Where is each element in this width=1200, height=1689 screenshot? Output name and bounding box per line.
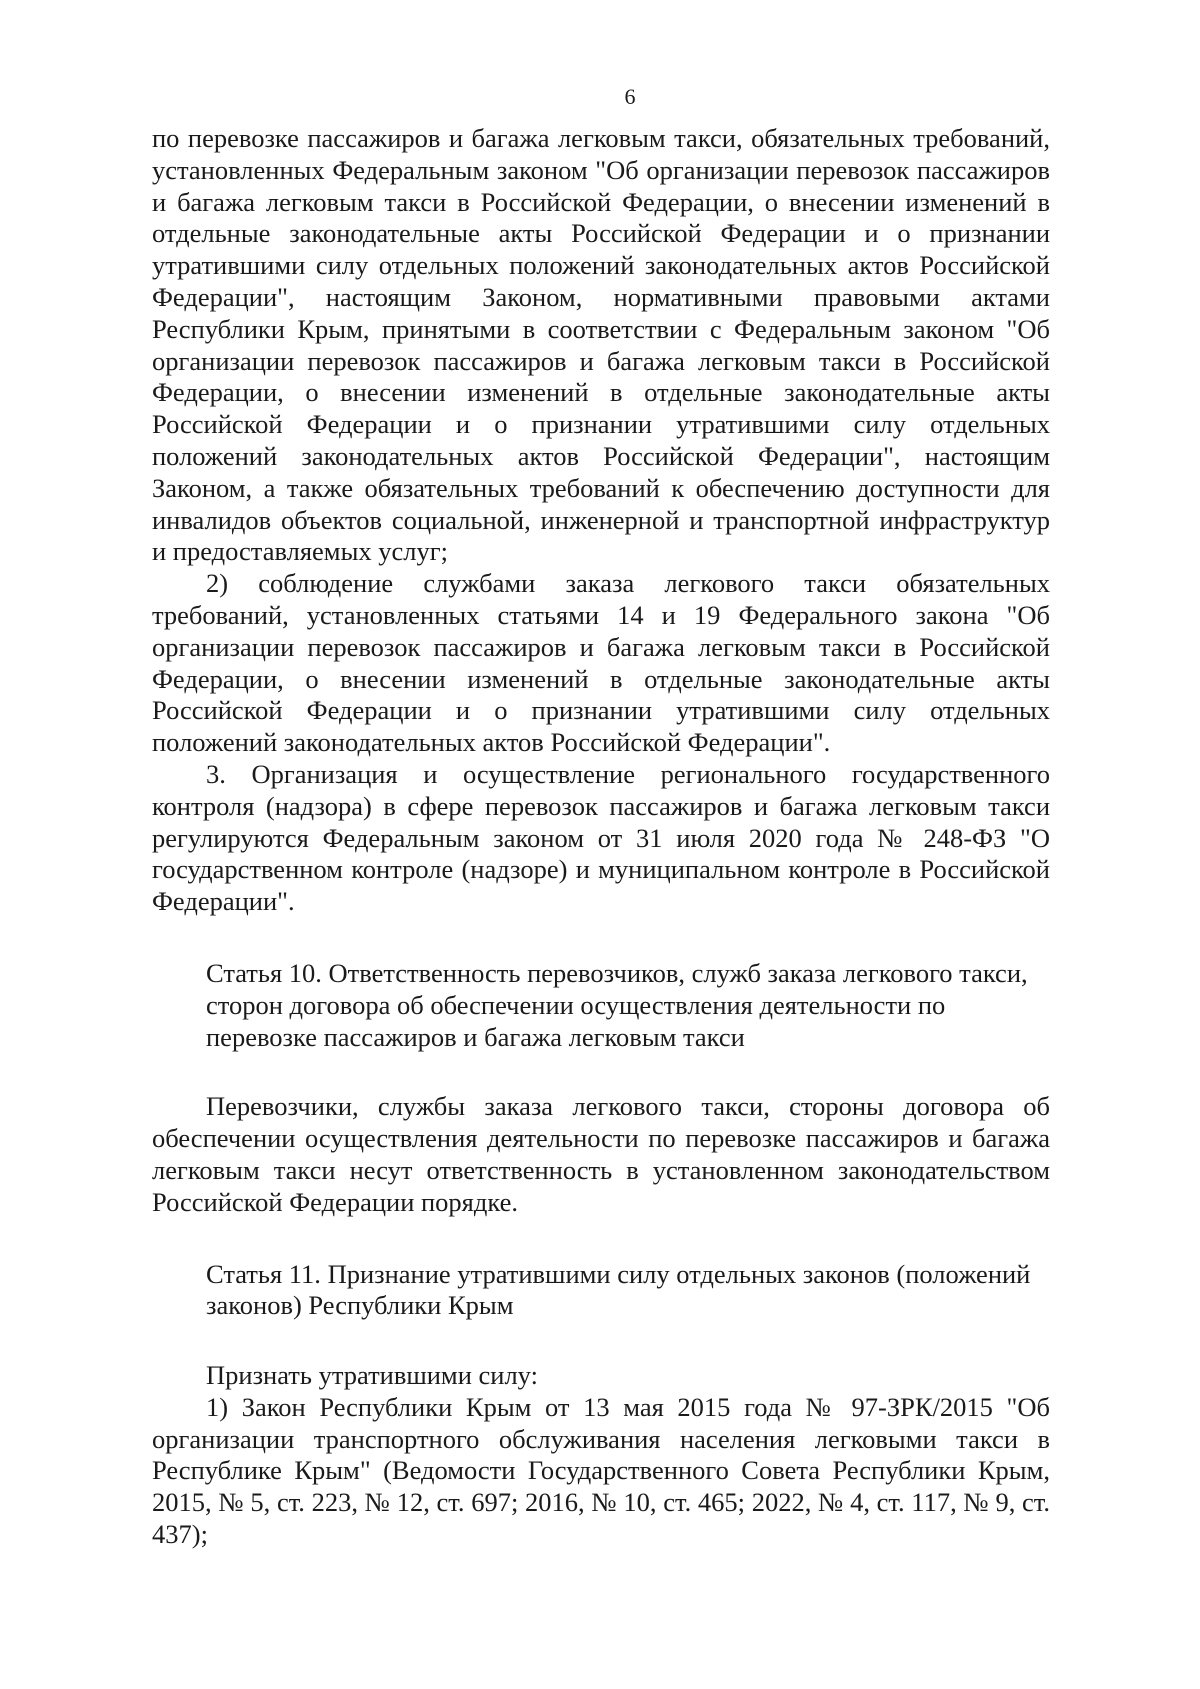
- paragraph-article-11-item-1: 1) Закон Республики Крым от 13 мая 2015 года № 97-ЗРК/2015 "Об организации транспортного обслуживания населения легковыми такси в Республике Крым" (Ведомости Государственного Совета Республики Крым, 2015, № 5, ст. 223, № 12, ст. 697; 2016, № 10, ст. 465; 2022, № 4, ст. 117, № 9, ст. 437);: [152, 1391, 1050, 1550]
- paragraph-point-3: 3. Организация и осуществление регионального государственного контроля (надзора) в сфере перевозок пассажиров и багажа легковым такси регулируются Федеральным законом от 31 июля 2020 года № 248-ФЗ "О государственном контроле (надзоре) и муниципальном контроле в Российской Федерации".: [152, 758, 1050, 917]
- paragraph-article-10-text: Перевозчики, службы заказа легкового такси, стороны договора об обеспечении осуществления деятельности по перевозке пассажиров и багажа легковым такси несут ответственность в установленном законодательством Российской Федерации порядке.: [152, 1091, 1050, 1217]
- article-10-label: Статья 10.: [206, 957, 322, 988]
- paragraph-article-11-intro: Признать утратившими силу:: [206, 1360, 538, 1391]
- article-11-label: Статья 11.: [206, 1258, 321, 1289]
- article-11-title: Признание утратившими силу отдельных законов (положений законов) Республики Крым: [206, 1258, 1031, 1321]
- paragraph-continuation: по перевозке пассажиров и багажа легковым такси, обязательных требований, установленных Федеральным законом "Об организации перевозок пассажиров и багажа легковым такси в Российской Федерации, о внесении изменений в отдельные законодательные акты Российской Федерации и о признании утратившими силу отдельных положений законодательных актов Российской Федерации", настоящим Законом, нормативными правовыми актами Республики Крым, принятыми в соответствии с Федеральным законом "Об организации перевозок пассажиров и багажа легковым такси в Российской Федерации, о внесении изменений в отдельные законодательные акты Российской Федерации и о признании утратившими силу отдельных положений законодательных актов Российской Федерации", настоящим Законом, а также обязательных требований к обеспечению доступности для инвалидов объектов социальной, инженерной и транспортной инфраструктур и предоставляемых услуг;: [152, 123, 1050, 567]
- article-10-title: Ответственность перевозчиков, служб заказа легкового такси, сторон договора об обеспечении осуществления деятельности по перевозке пассажиров и багажа легковым такси: [206, 957, 1028, 1052]
- paragraph-item-2: 2) соблюдение службами заказа легкового такси обязательных требований, установленных статьями 14 и 19 Федерального закона "Об организации перевозок пассажиров и багажа легковым такси в Российской Федерации, о внесении изменений в отдельные законодательные акты Российской Федерации и о признании утратившими силу отдельных положений законодательных актов Российской Федерации".: [152, 568, 1050, 758]
- article-11-heading: [152, 1259, 1050, 1323]
- page-number: 6: [624, 84, 636, 109]
- article-10-heading: [152, 958, 1050, 1053]
- document-body: [152, 123, 1050, 1551]
